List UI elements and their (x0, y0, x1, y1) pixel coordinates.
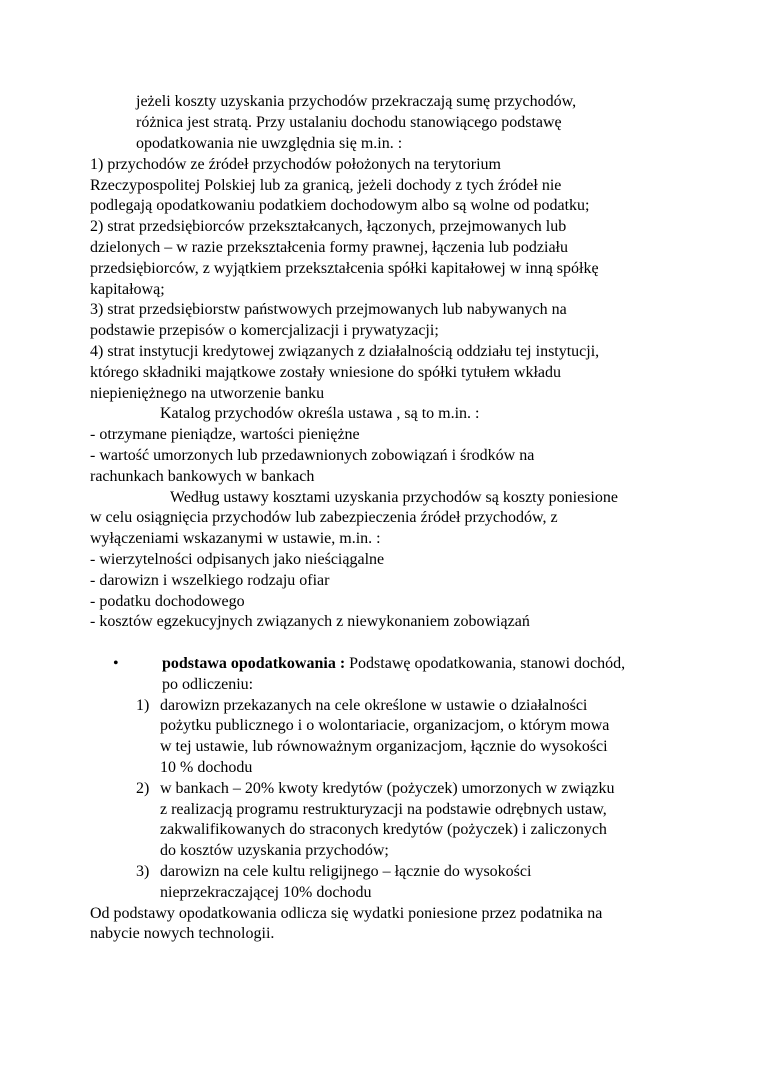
exclusion-line: 4) strat instytucji kredytowej związanych z działalnością oddziału tej instytucji, (90, 343, 600, 360)
deduction-line: 10 % dochodu (160, 759, 253, 776)
costs-item: - darowizn i wszelkiego rodzaju ofiar (90, 572, 330, 589)
deduction-line: z realizacją programu restrukturyzacji na podstawie odrębnych ustaw, (160, 801, 607, 818)
exclusion-line: Rzeczypospolitej Polskiej lub za granicą, jeżeli dochody z tych źródeł nie (90, 177, 562, 194)
catalog-item: rachunkach bankowych w bankach (90, 468, 315, 485)
exclusion-line: którego składniki majątkowe zostały wniesione do spółki tytułem wkładu (90, 364, 562, 381)
deduction-line: pożytku publicznego i o wolontariacie, organizacjom, o którym mowa (160, 717, 610, 734)
costs-item: - kosztów egzekucyjnych związanych z niewykonaniem zobowiązań (90, 613, 530, 630)
intro-line: różnica jest stratą. Przy ustalaniu dochodu stanowiącego podstawę (136, 114, 562, 131)
catalog-item: - otrzymane pieniądze, wartości pieniężne (90, 426, 360, 443)
exclusion-line: dzielonych – w razie przekształcenia formy prawnej, łączenia lub podziału (90, 239, 568, 256)
deduction-line: darowizn przekazanych na cele określone w ustawie o działalności (160, 697, 588, 714)
bullet-bold-label: podstawa opodatkowania : (162, 655, 346, 672)
bullet-line-2: po odliczeniu: (162, 676, 254, 693)
deduction-line: nieprzekraczającej 10% dochodu (160, 884, 372, 901)
deduction-line: do kosztów uzyskania przychodów; (160, 842, 389, 859)
deduction-line: w tej ustawie, lub równoważnym organizacjom, łącznie do wysokości (160, 738, 608, 755)
exclusion-line: przedsiębiorców, z wyjątkiem przekształcenia spółki kapitałowej w inną spółkę (90, 260, 599, 277)
exclusion-line: podlegają opodatkowaniu podatkiem dochodowym albo są wolne od podatku; (90, 197, 590, 214)
deduction-line: w bankach – 20% kwoty kredytów (pożyczek) umorzonych w związku (160, 780, 615, 797)
closing-line: nabycie nowych technologii. (90, 925, 275, 942)
exclusion-line: podstawie przepisów o komercjalizacji i prywatyzacji; (90, 322, 439, 339)
deduction-line: zakwalifikowanych do straconych kredytów (pożyczek) i zaliczonych (160, 821, 607, 838)
closing-line: Od podstawy opodatkowania odlicza się wydatki poniesione przez podatnika na (90, 905, 603, 922)
costs-item: - podatku dochodowego (90, 593, 245, 610)
deduction-number: 3) (136, 863, 150, 880)
exclusion-line: 3) strat przedsiębiorstw państwowych przejmowanych lub nabywanych na (90, 301, 567, 318)
deduction-number: 2) (136, 780, 150, 797)
costs-line: Według ustawy kosztami uzyskania przychodów są koszty poniesione (170, 489, 618, 506)
costs-item: - wierzytelności odpisanych jako nieściągalne (90, 551, 385, 568)
costs-line: wyłączeniami wskazanymi w ustawie, m.in. : (90, 530, 381, 547)
costs-line: w celu osiągnięcia przychodów lub zabezpieczenia źródeł przychodów, z (90, 509, 558, 526)
exclusion-line: 1) przychodów ze źródeł przychodów położonych na terytorium (90, 156, 501, 173)
intro-line: jeżeli koszty uzyskania przychodów przekraczają sumę przychodów, (136, 93, 577, 110)
bullet-marker: • (113, 655, 119, 672)
exclusion-line: niepieniężnego na utworzenie banku (90, 385, 325, 402)
exclusion-line: kapitałową; (90, 281, 165, 298)
catalog-item: - wartość umorzonych lub przedawnionych zobowiązań i środków na (90, 447, 535, 464)
intro-line: opodatkowania nie uwzględnia się m.in. : (136, 135, 403, 152)
bullet-line (162, 654, 625, 675)
bullet-text: Podstawę opodatkowania, stanowi dochód, (345, 655, 626, 672)
deduction-line: darowizn na cele kultu religijnego – łącznie do wysokości (160, 863, 532, 880)
exclusion-line: 2) strat przedsiębiorców przekształcanych, łączonych, przejmowanych lub (90, 218, 567, 235)
deduction-number: 1) (136, 697, 150, 714)
catalog-heading: Katalog przychodów określa ustawa , są to m.in. : (160, 405, 480, 422)
